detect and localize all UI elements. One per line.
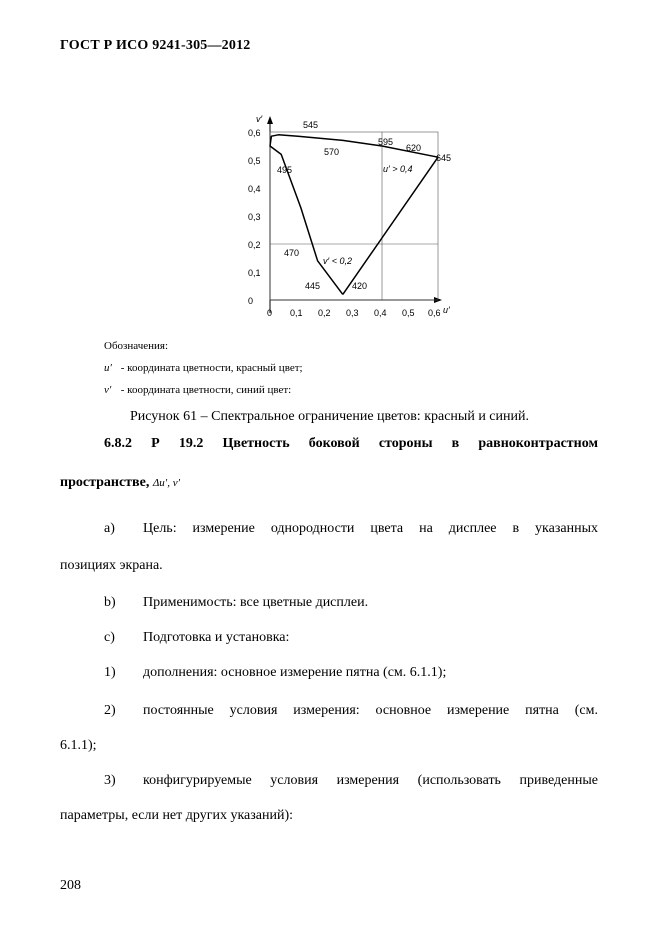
legend-text: - координата цветности, красный цвет; [120, 362, 303, 374]
y-tick-label: 0,6 [248, 128, 261, 138]
plot-frame [270, 132, 438, 300]
wavelength-label: 420 [352, 281, 368, 291]
wavelength-label: 445 [305, 281, 321, 291]
x-tick-label: 0,6 [428, 308, 441, 318]
section-heading: 6.8.2 Р 19.2 Цветность боковой стороны в равноконтрастном [104, 436, 598, 451]
section-heading-continued [60, 475, 180, 491]
x-tick-label: 0,4 [374, 308, 387, 318]
list-marker: 3) [104, 773, 116, 788]
legend-item [104, 384, 291, 396]
y-tick-label: 0,2 [248, 240, 261, 250]
list-item-text: конфигурируемые условия измерения (использовать приведенные [143, 773, 598, 788]
wavelength-label: 545 [303, 120, 319, 130]
section-heading-symbols: Δu′, v′ [152, 477, 180, 489]
list-marker: 1) [104, 665, 116, 680]
page-number: 208 [60, 878, 81, 893]
y-tick-label: 0 [248, 296, 254, 306]
y-tick-label: 0,4 [248, 184, 261, 194]
x-tick-label: 0,2 [318, 308, 331, 318]
legend-symbol: v′ [104, 384, 112, 396]
x-tick-label: 0,1 [290, 308, 303, 318]
list-item-text: дополнения: основное измерение пятна (см. 6.1.1); [143, 665, 447, 680]
x-tick-label: 0 [267, 308, 273, 318]
list-item-text: постоянные условия измерения: основное измерение пятна (см. [143, 703, 598, 718]
wavelength-label: 495 [277, 165, 293, 175]
list-marker: a) [104, 521, 115, 536]
wavelength-label: 595 [378, 137, 394, 147]
legend-title: Обозначения: [104, 340, 169, 352]
list-marker: 2) [104, 703, 116, 718]
x-tick-label: 0,3 [346, 308, 359, 318]
y-tick-label: 0,3 [248, 212, 261, 222]
y-tick-label: 0,1 [248, 268, 261, 278]
list-item-text: Цель: измерение однородности цвета на дисплее в указанных [143, 521, 598, 536]
document-header: ГОСТ Р ИСО 9241-305—2012 [60, 38, 251, 53]
spectral-locus-line [270, 135, 438, 295]
region-label: u′ > 0,4 [383, 164, 413, 174]
region-label: v′ < 0,2 [323, 256, 352, 266]
list-item-continuation: параметры, если нет других указаний): [60, 808, 294, 823]
wavelength-label: 570 [324, 147, 340, 157]
y-axis-label: v′ [256, 114, 263, 124]
wavelength-label: 645 [436, 153, 452, 163]
plot-area [270, 132, 438, 300]
section-heading-text: пространстве, [60, 475, 150, 490]
list-marker: b) [104, 595, 116, 610]
wavelength-label: 470 [284, 248, 300, 258]
legend-text: - координата цветности, синий цвет: [120, 384, 292, 396]
list-item-text: Применимость: все цветные дисплеи. [143, 595, 369, 610]
legend-item [104, 362, 303, 374]
chromaticity-chart [240, 110, 470, 325]
list-item-continuation: позициях экрана. [60, 558, 163, 573]
list-item-continuation: 6.1.1); [60, 738, 97, 753]
list-marker: c) [104, 630, 115, 645]
legend-symbol: u′ [104, 362, 112, 374]
list-item-text: Подготовка и установка: [143, 630, 290, 645]
wavelength-label: 620 [406, 143, 422, 153]
x-axis-label: u′ [443, 305, 450, 315]
x-tick-label: 0,5 [402, 308, 415, 318]
y-tick-label: 0,5 [248, 156, 261, 166]
figure-caption: Рисунок 61 – Спектральное ограничение цветов: красный и синий. [130, 409, 529, 424]
